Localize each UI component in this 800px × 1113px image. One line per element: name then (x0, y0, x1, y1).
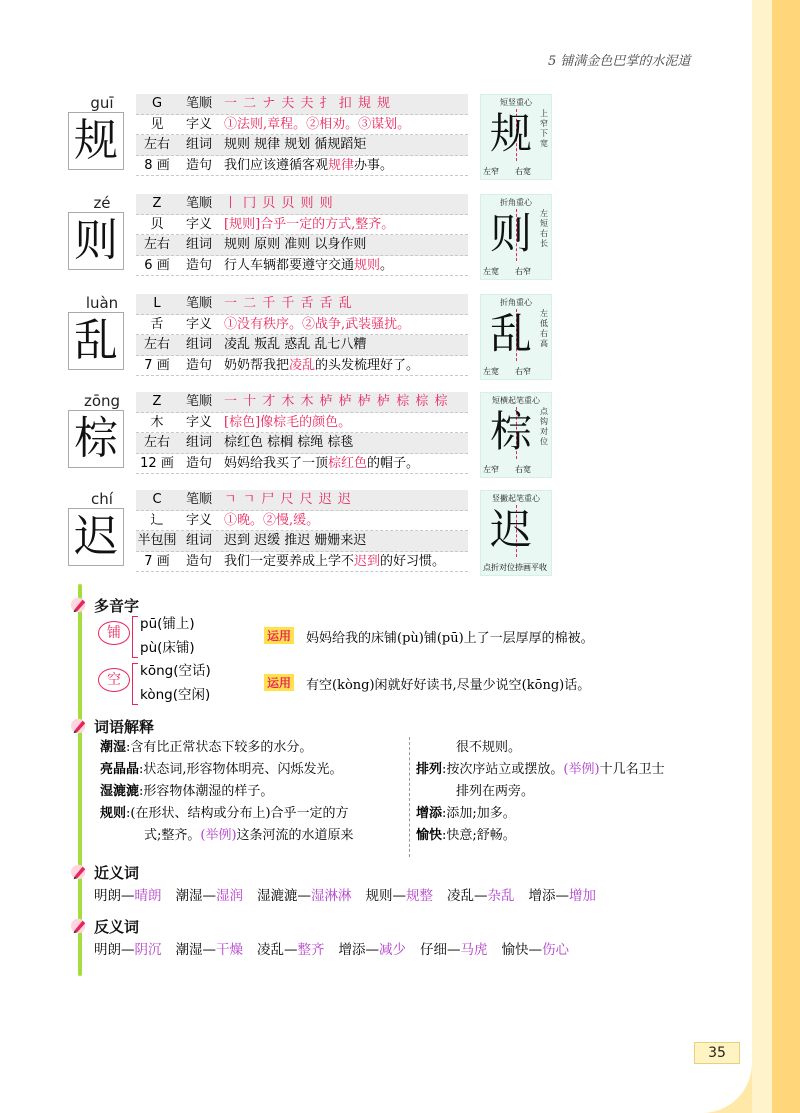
char-entry (68, 294, 468, 378)
writing-char: 迟 (489, 505, 532, 554)
sentence-post: 。 (380, 257, 394, 273)
antonym-pairs (94, 938, 583, 958)
writing-tip-top: 短竖重心 (500, 98, 532, 107)
word-pair: 潮湿—湿润 (175, 888, 243, 904)
sentence (224, 156, 393, 177)
writing-tip-bottom-right: 右窄 (515, 367, 531, 376)
polyphone-heading (70, 595, 139, 616)
writing-tip-left: 点折对位 (483, 563, 515, 572)
definition: :快意;舒畅。 (442, 828, 516, 843)
writing-tip-left: 左窄 (483, 465, 499, 474)
strokes-row (136, 490, 468, 511)
writing-tip-right: 点钩对位 (540, 407, 548, 446)
word: 仔细 (420, 942, 447, 958)
pencil-icon (70, 717, 88, 735)
writing-tip-top: 竖撇起笔重心 (492, 494, 540, 503)
initial: Z (152, 394, 162, 409)
strokes-label: 笔顺 (185, 492, 212, 507)
strokes-label: 笔顺 (185, 96, 212, 111)
glossary-item (416, 825, 516, 847)
paired-word: 湿淋淋 (311, 888, 352, 904)
char-box: 迟 (68, 508, 124, 566)
definition: 式;整齐。 (144, 828, 201, 843)
word-pair: 增添—增加 (528, 888, 596, 904)
word: 明朗 (94, 888, 121, 904)
words: 凌乱 叛乱 惑乱 乱七八糟 (224, 337, 367, 352)
words-row (136, 335, 468, 356)
sentence-pre: 妈妈给我买了一顶 (224, 455, 329, 471)
paired-word: 整齐 (297, 942, 325, 958)
words: 迟到 迟缓 推迟 姗姗来迟 (224, 533, 367, 548)
word: 规则 (365, 888, 393, 904)
reading: pù(床铺) (140, 640, 195, 656)
term: 潮湿 (100, 740, 127, 755)
meaning: ①法则,章程。②相劝。③谋划。 (224, 116, 411, 132)
glossary-heading (70, 716, 154, 737)
structure: 左右 (143, 435, 170, 450)
page-number: 35 (694, 1042, 740, 1064)
writing-tip-top: 折角重心 (500, 198, 532, 207)
stroke-count: 8 画 (144, 157, 170, 173)
sentence (224, 356, 419, 377)
sentence-label: 造句 (185, 455, 212, 471)
word: 增添 (338, 942, 366, 958)
glossary-item (456, 781, 534, 803)
sentence-label: 造句 (185, 357, 212, 373)
stroke-count: 12 画 (140, 455, 174, 471)
sentence-row (136, 256, 468, 277)
glossary-item (100, 737, 312, 759)
initial: Z (152, 196, 162, 211)
strokes-row (136, 392, 468, 413)
paired-word: 干燥 (216, 942, 243, 958)
radical: 辶 (150, 512, 164, 528)
stroke-order: 一 二 ナ 夫 夫 扌 扣 規 规 (224, 96, 392, 111)
words: 规则 原则 准则 以身作则 (224, 237, 367, 252)
structure: 半包围 (137, 533, 177, 548)
words-label: 组词 (185, 237, 212, 252)
antonym-heading (70, 916, 139, 937)
initial: G (151, 96, 163, 111)
words-row (136, 235, 468, 256)
example-label: (举例) (200, 828, 237, 843)
writing-char: 规 (489, 109, 532, 158)
strokes-label: 笔顺 (185, 394, 212, 409)
lesson-title: 5 铺满金色巴掌的水泥道 (548, 54, 691, 69)
synonym-pairs (94, 884, 610, 904)
word: 湿漉漉 (257, 888, 298, 904)
term: 湿漉漉 (100, 784, 140, 799)
glossary-item (456, 737, 521, 759)
writing-tip-right: 左低右高 (540, 309, 548, 348)
word: 增添 (528, 888, 556, 904)
pencil-icon (70, 917, 88, 935)
meaning-label: 字义 (185, 316, 212, 332)
strokes-row (136, 194, 468, 215)
words-row (136, 135, 468, 156)
sentence-label: 造句 (185, 553, 212, 569)
meaning: [棕色]像棕毛的颜色。 (224, 414, 352, 430)
writing-tip-right: 左短右长 (540, 209, 548, 248)
writing-guide-card (480, 94, 552, 180)
glossary-item (100, 781, 273, 803)
radical: 舌 (150, 316, 164, 332)
page-edge (752, 0, 772, 1113)
reading: kòng(空闲) (140, 687, 211, 703)
words: 规则 规律 规划 循规蹈矩 (224, 137, 367, 152)
term: 亮晶晶 (100, 762, 140, 777)
apply-label: 运用 (264, 674, 294, 691)
char-box: 乱 (68, 312, 124, 370)
sentence-post: 的好习惯。 (380, 553, 446, 569)
meaning: ①没有秩序。②战争,武装骚扰。 (224, 316, 411, 332)
sentence-word: 规律 (328, 157, 355, 173)
example-text: 这条河流的水道原来 (236, 828, 354, 843)
synonym-title: 近义词 (94, 864, 140, 882)
reading: pū(铺上) (140, 616, 195, 632)
char-entry (68, 490, 468, 574)
paired-word: 减少 (379, 942, 406, 958)
meaning-label: 字义 (185, 116, 212, 132)
apply-sentence: 妈妈给我的床铺(pù)铺(pū)上了一层厚厚的棉被。 (306, 631, 594, 646)
sentence-label: 造句 (185, 157, 212, 173)
paired-word: 晴朗 (134, 888, 162, 904)
word-pair: 潮湿—干燥 (175, 942, 243, 958)
char-box: 棕 (68, 410, 124, 468)
sentence-word: 凌乱 (289, 357, 316, 373)
word: 潮湿 (175, 888, 203, 904)
synonym-heading (70, 862, 139, 883)
radical: 木 (150, 414, 164, 430)
char-info (136, 94, 468, 176)
word: 凌乱 (257, 942, 284, 958)
writing-tip-top: 短横起笔重心 (492, 396, 540, 405)
paired-word: 阴沉 (134, 942, 162, 958)
sentence (224, 256, 393, 277)
word: 愉快 (501, 942, 529, 958)
writing-guide-card (480, 194, 552, 280)
pinyin: zōng (83, 392, 121, 410)
stroke-count: 7 画 (144, 357, 170, 373)
definition: :按次序站立或摆放。 (442, 762, 564, 777)
sentence-word: 棕红色 (328, 455, 368, 471)
char-info (136, 294, 468, 376)
glossary-item (100, 759, 343, 781)
word: 潮湿 (175, 942, 203, 958)
pencil-icon (70, 596, 88, 614)
stroke-count: 7 画 (144, 553, 170, 569)
term: 愉快 (416, 828, 443, 843)
sentence-row (136, 356, 468, 377)
glossary-item (100, 803, 349, 825)
char-info (136, 490, 468, 572)
pinyin: guī (90, 94, 114, 112)
stroke-order: 一 十 才 木 木 栌 栌 栌 栌 棕 棕 棕 (224, 394, 449, 409)
writing-char: 则 (489, 209, 532, 258)
sentence-label: 造句 (185, 257, 212, 273)
sentence (224, 552, 445, 573)
writing-guide-card (480, 392, 552, 478)
strokes-label: 笔顺 (185, 296, 212, 311)
definition: :状态词,形容物体明亮、闪烁发光。 (139, 762, 343, 777)
paired-word: 增加 (569, 888, 596, 904)
sentence-row (136, 156, 468, 177)
glossary-item (144, 825, 354, 847)
writing-tip-bottom-right: 右宽 (515, 465, 531, 474)
radical: 贝 (150, 216, 164, 232)
writing-tip-bottom-right: 右窄 (515, 267, 531, 276)
sentence-post: 的帽子。 (367, 455, 420, 471)
meaning: [规则]合乎一定的方式,整齐。 (224, 216, 395, 232)
word-pair: 明朗—阴沉 (94, 942, 162, 958)
glossary-divider (409, 737, 410, 857)
structure: 左右 (143, 237, 170, 252)
definition: 排列在两旁。 (456, 784, 535, 799)
strokes-row (136, 294, 468, 315)
writing-guide-card (480, 490, 552, 576)
char-entry (68, 392, 468, 476)
meaning-row (136, 315, 468, 336)
pinyin: zé (93, 194, 111, 212)
page-edge-outer (772, 0, 800, 1113)
definition: :添加;加多。 (442, 806, 516, 821)
radical: 见 (150, 116, 164, 132)
term: 增添 (416, 806, 443, 821)
example-text: 十几名卫士 (599, 762, 665, 777)
word-pair: 愉快—伤心 (501, 942, 569, 958)
word-pair: 明朗—晴朗 (94, 888, 162, 904)
structure: 左右 (143, 337, 170, 352)
meaning-label: 字义 (185, 216, 212, 232)
char-info (136, 194, 468, 276)
example-label: (举例) (563, 762, 600, 777)
meaning-label: 字义 (185, 414, 212, 430)
word: 凌乱 (447, 888, 474, 904)
word-pair: 增添—减少 (338, 942, 406, 958)
sentence-pre: 奶奶帮我把 (224, 357, 290, 373)
sentence-pre: 我们一定要养成上学不 (224, 553, 355, 569)
writing-char: 棕 (489, 407, 532, 456)
sentence-word: 规则 (354, 257, 381, 273)
pinyin: chí (91, 490, 113, 508)
word-pair: 仔细—马虎 (420, 942, 488, 958)
char-entry (68, 194, 468, 278)
word-pair: 凌乱—整齐 (257, 942, 325, 958)
paired-word: 湿润 (216, 888, 243, 904)
writing-guide-card (480, 294, 552, 380)
glossary-item (416, 759, 665, 781)
pinyin: luàn (85, 294, 119, 312)
term: 规则 (100, 806, 127, 821)
meaning-row (136, 511, 468, 532)
term: 排列 (416, 762, 443, 777)
words-label: 组词 (185, 137, 212, 152)
reading: kōng(空话) (140, 663, 211, 679)
pencil-icon (70, 863, 88, 881)
apply-label: 运用 (264, 627, 294, 644)
writing-tip-left: 左宽 (483, 367, 499, 376)
words-label: 组词 (185, 337, 212, 352)
definition: :含有比正常状态下较多的水分。 (126, 740, 313, 755)
meaning: ①晚。②慢,缓。 (224, 512, 320, 528)
writing-tip-left: 左宽 (483, 267, 499, 276)
strokes-label: 笔顺 (185, 196, 212, 211)
char-info (136, 392, 468, 474)
writing-char: 乱 (489, 309, 532, 358)
paired-word: 伤心 (542, 942, 569, 958)
stroke-order: 一 二 千 千 舌 舌 乱 (224, 296, 353, 311)
sentence-post: 的头发梳理好了。 (315, 357, 420, 373)
paired-word: 杂乱 (487, 888, 515, 904)
words-row (136, 433, 468, 454)
word-pair: 凌乱—杂乱 (447, 888, 515, 904)
stroke-order: 丨 冂 贝 贝 则 则 (224, 196, 334, 211)
char-box: 则 (68, 212, 124, 270)
word-pair: 湿漉漉—湿淋淋 (257, 888, 352, 904)
words-label: 组词 (185, 435, 212, 450)
strokes-row (136, 94, 468, 115)
char-box: 规 (68, 112, 124, 170)
initial: C (152, 492, 162, 507)
writing-tip-top: 折角重心 (500, 298, 532, 307)
definition: :(在形状、结构或分布上)合乎一定的方 (126, 806, 349, 821)
writing-tip-bottom-right: 捺画平收 (515, 563, 547, 572)
writing-tip-left: 左窄 (483, 167, 499, 176)
polyphone-char-2: 空 (98, 668, 130, 692)
definition: :形容物体潮湿的样子。 (139, 784, 274, 799)
sentence-pre: 行人车辆都要遵守交通 (224, 257, 355, 273)
words-row (136, 531, 468, 552)
char-entry (68, 94, 468, 178)
apply-sentence: 有空(kòng)闲就好好读书,尽量少说空(kōng)话。 (306, 678, 591, 693)
writing-tip-bottom-right: 右宽 (515, 167, 531, 176)
stroke-order: ㄱ ㄱ 尸 尺 尺 迟 迟 (224, 492, 352, 507)
writing-tip-right: 上窄下宽 (540, 109, 548, 148)
sentence-word: 迟到 (354, 553, 381, 569)
words-label: 组词 (185, 533, 212, 548)
initial: L (153, 296, 161, 311)
meaning-label: 字义 (185, 512, 212, 528)
word: 明朗 (94, 942, 121, 958)
stroke-count: 6 画 (144, 257, 170, 273)
sentence-row (136, 552, 468, 573)
definition: 很不规则。 (456, 740, 522, 755)
sentence-pre: 我们应该遵循客观 (224, 157, 329, 173)
word-pair: 规则—规整 (365, 888, 433, 904)
polyphone-char-1: 铺 (98, 621, 130, 645)
paired-word: 马虎 (460, 942, 488, 958)
sentence-row (136, 454, 468, 475)
words: 棕红色 棕榈 棕绳 棕毯 (224, 435, 354, 450)
glossary-item (416, 803, 516, 825)
sentence-post: 办事。 (354, 157, 394, 173)
meaning-row (136, 115, 468, 136)
bracket (132, 663, 138, 705)
polyphone-title: 多音字 (94, 597, 140, 615)
antonym-title: 反义词 (94, 918, 140, 936)
meaning-row (136, 413, 468, 434)
structure: 左右 (143, 137, 170, 152)
meaning-row (136, 215, 468, 236)
sentence (224, 454, 419, 475)
bracket (132, 616, 138, 658)
paired-word: 规整 (406, 888, 433, 904)
glossary-title: 词语解释 (94, 718, 155, 736)
